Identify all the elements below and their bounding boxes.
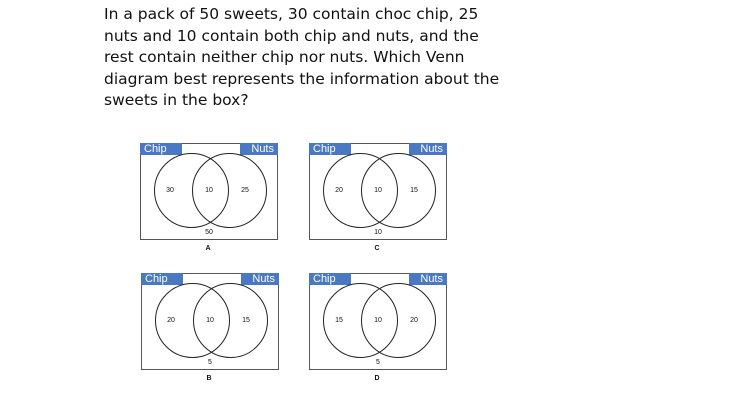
chip-only-count: 30 (166, 187, 174, 194)
venn-frame (141, 273, 279, 370)
nuts-only-count: 15 (410, 187, 418, 194)
chip-only-count: 15 (335, 317, 343, 324)
nuts-only-count: 20 (410, 317, 418, 324)
neither-count: 5 (376, 359, 380, 366)
venn-option-a[interactable] (140, 143, 278, 252)
option-letter: C (374, 245, 380, 252)
neither-count: 5 (208, 359, 212, 366)
venn-frame (309, 273, 447, 370)
option-letter: D (374, 375, 380, 382)
chip-label: Chip (309, 143, 351, 155)
venn-option-c[interactable] (309, 143, 447, 252)
chip-label: Chip (140, 143, 182, 155)
question-text: In a pack of 50 sweets, 30 contain choc chip, 25 nuts and 10 contain both chip and nuts, and the rest contain neither chip nor nuts. Which Venn diagram best represents the information about the sweets in the box? (104, 5, 500, 109)
nuts-label: Nuts (409, 143, 447, 155)
venn-frame (309, 143, 447, 240)
venn-frame (140, 143, 278, 240)
nuts-label: Nuts (240, 143, 278, 155)
nuts-label: Nuts (241, 273, 279, 285)
chip-label: Chip (309, 273, 351, 285)
neither-count: 10 (374, 229, 382, 236)
both-count: 10 (374, 317, 382, 324)
chip-label: Chip (141, 273, 183, 285)
chip-only-count: 20 (335, 187, 343, 194)
both-count: 10 (205, 187, 213, 194)
chip-only-count: 20 (167, 317, 175, 324)
both-count: 10 (206, 317, 214, 324)
nuts-only-count: 25 (241, 187, 249, 194)
nuts-only-count: 15 (242, 317, 250, 324)
nuts-label: Nuts (409, 273, 447, 285)
neither-count: 50 (205, 229, 213, 236)
option-letter: B (206, 375, 212, 382)
venn-option-d[interactable] (309, 273, 447, 382)
venn-option-b[interactable] (141, 273, 279, 382)
option-letter: A (205, 245, 211, 252)
both-count: 10 (374, 187, 382, 194)
